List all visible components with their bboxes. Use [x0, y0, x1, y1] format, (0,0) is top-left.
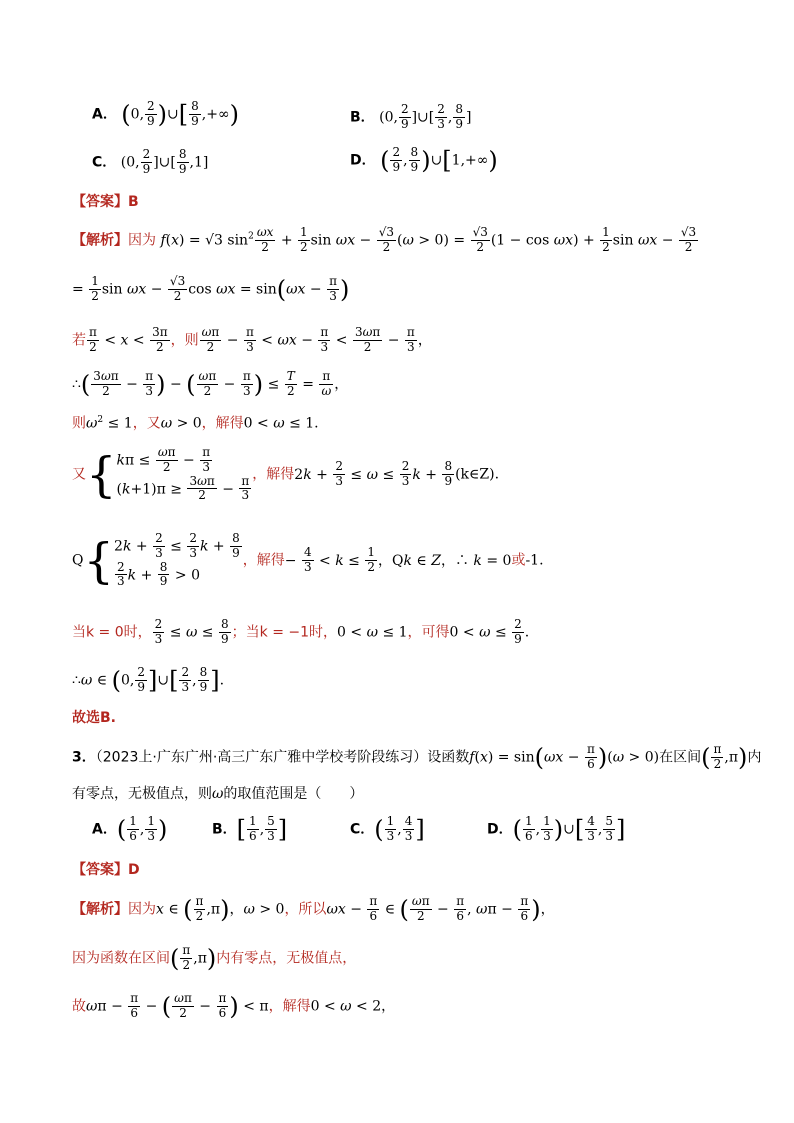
- analysis-text: 或: [511, 552, 526, 569]
- analysis-tag: 【解析】: [72, 232, 128, 249]
- kz-note: (k∈Z): [455, 466, 495, 483]
- q3-answer: [72, 863, 140, 877]
- analysis-text: 当: [72, 624, 86, 641]
- q3-stem-line-2: 有零点，无极值点，则ω的取值范围是（ ）: [72, 786, 364, 802]
- answer-value: D: [128, 862, 140, 878]
- analysis-text: 若: [72, 332, 86, 349]
- q2-answer: [72, 195, 139, 209]
- q2-option-c: C． (0, $\frac{2}{9}$ ]∪[ $\frac{8}{9}$ ,1]: [92, 147, 209, 176]
- option-label: B．: [212, 821, 237, 838]
- analysis-text: 内有零点，无极值点，: [216, 950, 357, 967]
- analysis-text: ，又: [132, 415, 161, 432]
- q3-option-d: D．( $\frac{1}{6}$ , $\frac{1}{3}$ )∪[ $\frac{4}{3}$ , $\frac{5}{3}$ ]: [487, 814, 626, 844]
- q2-analysis-line-4: ∴( $\frac{3\omega\pi}{2}$ − $\frac{\pi}{3}$ ) − ( $\frac{\omega\pi}{2}$ − $\frac{\pi}{3}$ ) ≤ $\frac{T}{2}$ = $\frac{\pi}{\omega}$ ，: [72, 369, 349, 399]
- q2-analysis-line-2: = $\frac{1}{2}$ sin ωx − $\frac{√3}{2}$ cos ωx = sin(ωx − $\frac{\pi}{3}$ ): [72, 274, 350, 304]
- q3-source: （2023上·广东广州·高三广东广雅中学校考阶段练习）: [95, 749, 428, 766]
- q2-analysis-line-6: 又{ kπ ≤ $\frac{\omega\pi}{2}$ − $\frac{\pi}{3}$ (k+1)π ≥ $\frac{3\omega\pi}{2}$ − $\frac{\pi}{3}$ ，解得2k + $\frac{2}{3}$ ≤ ω ≤ $\frac{2}{3}$ k + $\frac{8}{9}$ (k∈Z).: [72, 445, 500, 503]
- q3-text: 在区间: [659, 749, 702, 766]
- q2-analysis-line-5: 则$\omega^2 \le 1$，又ω > 0，解得0 < ω ≤ 1.: [72, 415, 319, 432]
- analysis-text: k = 0时，: [86, 624, 152, 641]
- analysis-text: 因为函数在区间: [72, 950, 170, 967]
- q3-option-b: B．[ $\frac{1}{6}$ , $\frac{5}{3}$ ]: [212, 814, 288, 844]
- q3-text: 内: [747, 749, 762, 766]
- option-label: D．: [350, 152, 376, 169]
- q2-analysis-line-3: 若 $\frac{\pi}{2}$ < x < $\frac{3\pi}{2}$ ，则 $\frac{\omega\pi}{2}$ − $\frac{\pi}{3}$ < ωx − $\frac{\pi}{3}$ < $\frac{3\omega\pi}{2}$ − $\frac{\pi}{3}$ ，: [72, 325, 432, 354]
- analysis-tag: 【解析】: [72, 901, 128, 918]
- q3-text: 设函数: [427, 749, 470, 766]
- option-label: A．: [92, 106, 117, 123]
- analysis-text: ，解得: [252, 466, 295, 483]
- q2-analysis-line-9: ∴ω ∈ (0, $\frac{2}{9}$ ]∪[ $\frac{2}{3}$ , $\frac{8}{9}$ ].: [72, 665, 225, 695]
- answer-tag: 【答案】: [72, 862, 128, 878]
- analysis-text: ，所以: [284, 901, 327, 918]
- q2-option-a: A． (0, $\frac{2}{9}$ )∪[ $\frac{8}{9}$ ,+∞): [92, 99, 240, 129]
- analysis-text: ，解得: [201, 415, 244, 432]
- analysis-text: ，可得: [407, 624, 450, 641]
- option-tail: +∞: [206, 106, 230, 123]
- q3-option-a: A．( $\frac{1}{6}$ , $\frac{1}{3}$ ): [92, 814, 168, 844]
- q2-choose: 故选B.: [72, 710, 116, 726]
- answer-value: B: [128, 194, 139, 210]
- q3-text: 的取值范围是（ ）: [223, 786, 364, 802]
- q3-stem-line-1: 3．（2023上·广东广州·高三广东广雅中学校考阶段练习）设函数f(x) = sin(ωx − $\frac{\pi}{6}$ )(ω > 0)在区间( $\frac{\pi}{2}$ ,π)内: [72, 742, 762, 772]
- q3-analysis-line-3: 故ωπ − $\frac{\pi}{6}$ − ( $\frac{\omega\pi}{2}$ − $\frac{\pi}{6}$ ) < π，解得0 < ω < 2，: [72, 991, 396, 1021]
- option-tail: 1: [193, 154, 203, 171]
- analysis-text: 又: [72, 466, 86, 483]
- q3-analysis-line-2: 因为函数在区间( $\frac{\pi}{2}$ ,π)内有零点，无极值点，: [72, 943, 357, 973]
- q3-number: 3．: [72, 749, 96, 766]
- q3-text: 有零点，无极值点，则: [72, 786, 212, 802]
- q3-option-c: C．( $\frac{1}{3}$ , $\frac{4}{3}$ ]: [350, 814, 425, 844]
- analysis-text: 则: [72, 415, 86, 432]
- option-label: C．: [92, 154, 117, 171]
- analysis-text: ，则: [170, 332, 199, 349]
- q3-analysis-line-1: 【解析】因为x ∈ ( $\frac{\pi}{2}$ ,π)，ω > 0，所以ωx − $\frac{\pi}{6}$ ∈ ( $\frac{\omega\pi}{2}$ − $\frac{\pi}{6}$ , ωπ − $\frac{\pi}{6}$ )，: [72, 894, 555, 924]
- option-label: D．: [487, 821, 513, 838]
- analysis-text: ，解得: [268, 998, 311, 1015]
- q2-option-b: B． (0, $\frac{2}{9}$ ]∪[ $\frac{2}{3}$ , $\frac{8}{9}$ ]: [350, 102, 472, 131]
- q2-analysis-line-8: 当k = 0时， $\frac{2}{3}$ ≤ ω ≤ $\frac{8}{9}$ ；当k = −1时，0 < ω ≤ 1，可得0 < ω ≤ $\frac{2}{9}$ .: [72, 617, 530, 646]
- option-label: B．: [350, 109, 375, 126]
- analysis-text: ，解得: [242, 552, 285, 569]
- answer-tag: 【答案】: [72, 194, 128, 210]
- analysis-text: 因为: [128, 232, 156, 249]
- q2-analysis-line-7: Q{ 2k + $\frac{2}{3}$ ≤ $\frac{2}{3}$ k + $\frac{8}{9}$ $\frac{2}{3}$ k + $\frac{8}{9}$ > 0 ，解得− $\frac{4}{3}$ < k ≤ $\frac{1}{2}$ ，Qk ∈ Z，∴ k = 0或-1.: [72, 531, 544, 589]
- option-label: C．: [350, 821, 375, 838]
- q2-analysis-line-1: 【解析】因为 f(x) = √3 $\sin^2$ $\frac{\omega x}{2}$ + $\frac{1}{2}$ sin ωx − $\frac{√3}{2}$ (ω > 0) = $\frac{√3}{2}$ (1 − cos ωx) + $\frac{1}{2}$ sin ωx − $\frac{√3}{2}$: [72, 225, 697, 254]
- q2-option-d: D． ( $\frac{2}{9}$ , $\frac{8}{9}$ )∪[1,+∞): [350, 145, 498, 175]
- analysis-text: ；当k = −1时，: [231, 624, 338, 641]
- option-label: A．: [92, 821, 117, 838]
- analysis-text: 因为: [128, 901, 156, 918]
- option-tail: 1,+∞: [451, 152, 489, 169]
- analysis-text: 故: [72, 998, 86, 1015]
